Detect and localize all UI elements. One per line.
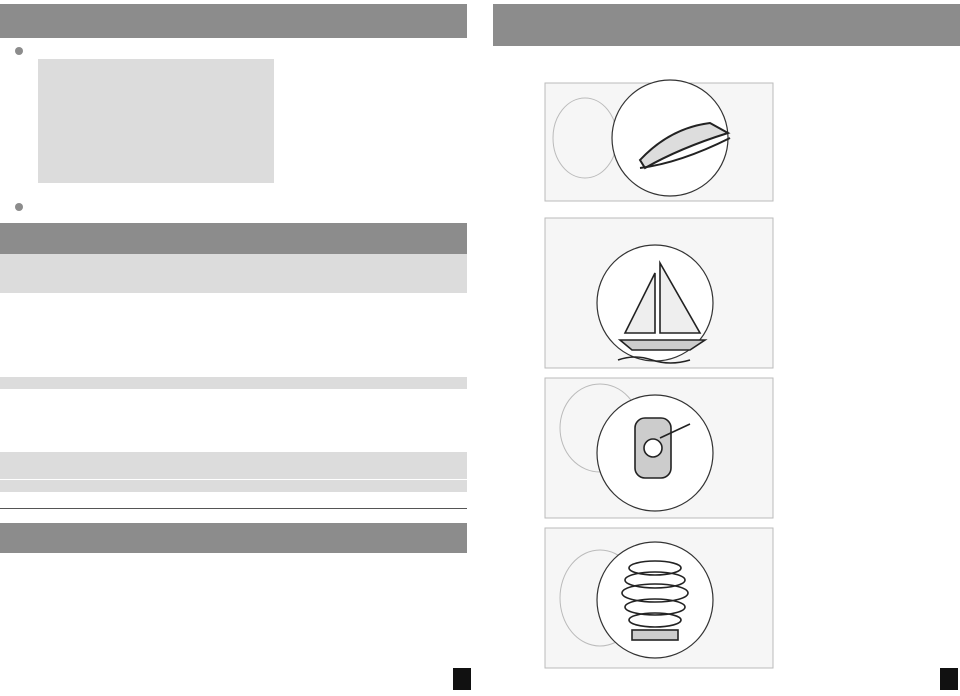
bullet-icon (15, 203, 23, 211)
page-number-left (453, 668, 471, 690)
group-bar (0, 281, 467, 293)
spec-table-shade (38, 59, 274, 183)
tekniska-data-header (0, 4, 467, 38)
table2-divider (0, 508, 467, 509)
group-bar (0, 377, 467, 389)
consumption-header (0, 223, 467, 255)
accessories-header (0, 523, 467, 553)
dryer-illustrations (540, 78, 780, 678)
lighting-note (40, 198, 460, 209)
table1-header-bar (0, 254, 467, 281)
bullet-icon (15, 47, 23, 55)
table2-header-bar (0, 452, 467, 479)
group-bar (0, 480, 467, 492)
page-number-right (940, 668, 958, 690)
normala-ljud-header (493, 4, 960, 46)
